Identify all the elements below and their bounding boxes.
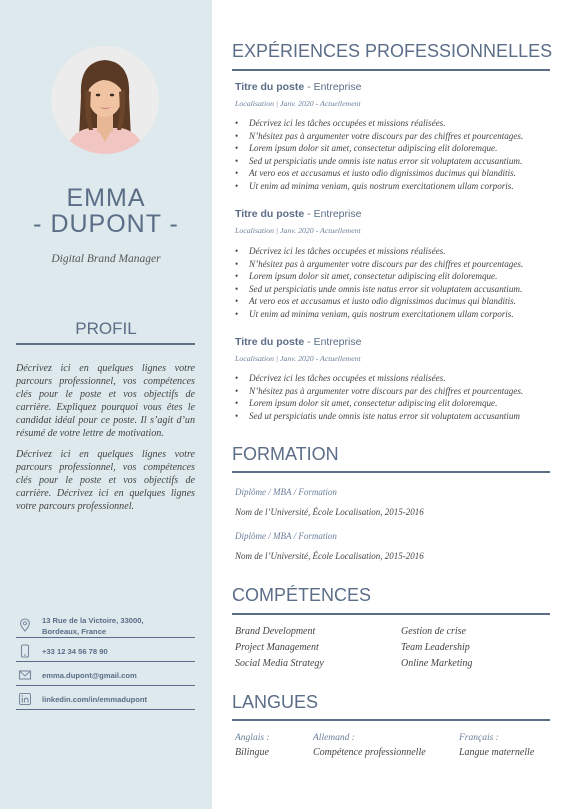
job-company: - Entreprise: [304, 208, 362, 220]
job-position: Titre du poste: [235, 81, 305, 93]
profil-paragraph: Décrivez ici en quelques lignes votre parcours professionnel, vos compétences clés pour le poste et vos objectifs de carrière. Décrivez ici en quelques lignes votre parcours professionnel.: [16, 449, 195, 512]
list-item: • Lorem ipsum dolor sit amet, consectetur adipiscing elit doloremque.: [235, 142, 553, 155]
education-school: Nom de l’Université, École Localisation, 2015-2016: [235, 551, 424, 561]
profil-paragraph: Décrivez ici en quelques lignes votre parcours professionnel, vos compétences clés pour le poste et vos objectifs de carrière. Expliquez pourquoi vous êtes le candidat idéal pour ce poste. Il s’agit d’un résumé de votre lettre de motivation.: [16, 363, 195, 439]
skill-item: Team Leadership: [401, 642, 470, 653]
skill-item: Gestion de crise: [401, 626, 466, 637]
sidebar: [0, 0, 212, 809]
skill-item: Social Media Strategy: [235, 658, 324, 669]
phone-icon: [18, 644, 32, 658]
list-item: • N’hésitez pas à argumenter votre discours par des chiffres et pourcentages.: [235, 385, 553, 398]
last-name: - DUPONT -: [33, 210, 179, 238]
education-diploma: Diplôme / MBA / Formation: [235, 531, 337, 541]
first-name: EMMA: [66, 184, 146, 212]
job-position: Titre du poste: [235, 208, 305, 220]
phone-number[interactable]: +33 12 34 56 78 90: [42, 647, 108, 656]
job-position: Titre du poste: [235, 336, 305, 348]
language-level: Bilingue: [235, 747, 269, 758]
job-bullets: [235, 117, 553, 193]
job-title: [235, 208, 361, 220]
formation-divider: [232, 471, 550, 473]
experience-heading: EXPÉRIENCES PROFESSIONNELLES: [232, 41, 553, 61]
education-school: Nom de l’Université, École Localisation, 2015-2016: [235, 507, 424, 517]
language-level: Langue maternelle: [459, 747, 535, 758]
list-item: • Ut enim ad minima veniam, quis nostrum exercitationem ullam corporis.: [235, 180, 553, 193]
profil-heading: PROFIL: [75, 319, 137, 338]
list-item: • Décrivez ici les tâches occupées et missions réalisées.: [235, 117, 553, 130]
list-item: • At vero eos et accusamus et iusto odio dignissimos ducimus qui blanditis.: [235, 167, 553, 180]
job-role: Digital Brand Manager: [51, 253, 161, 265]
envelope-icon: [18, 668, 32, 682]
contact-divider: [16, 685, 195, 686]
job-title: [235, 81, 361, 93]
contact-divider: [16, 661, 195, 662]
competences-heading: COMPÉTENCES: [232, 585, 372, 605]
education-diploma: Diplôme / MBA / Formation: [235, 487, 337, 497]
langues-divider: [232, 719, 550, 721]
langues-heading: LANGUES: [232, 692, 319, 712]
experience-divider: [232, 69, 550, 71]
job-bullets: [235, 372, 553, 422]
job-company: - Entreprise: [304, 336, 362, 348]
skill-item: Brand Development: [235, 626, 316, 637]
list-item: • Décrivez ici les tâches occupées et missions réalisées.: [235, 372, 553, 385]
email-address[interactable]: emma.dupont@gmail.com: [42, 671, 137, 680]
linkedin-icon: [18, 692, 32, 706]
list-item: • N’hésitez pas à argumenter votre discours par des chiffres et pourcentages.: [235, 258, 553, 271]
list-item: • Ut enim ad minima veniam, quis nostrum exercitationem ullam corporis.: [235, 308, 553, 321]
job-bullets: [235, 245, 553, 321]
job-title: [235, 336, 361, 348]
profil-divider: [16, 343, 195, 345]
skill-item: Project Management: [235, 642, 319, 653]
list-item: • Lorem ipsum dolor sit amet, consectetur adipiscing elit doloremque.: [235, 397, 553, 410]
list-item: • At vero eos et accusamus et iusto odio dignissimos ducimus qui blanditis.: [235, 295, 553, 308]
job-location: Localisation | Janv. 2020 - Actuellement: [235, 226, 361, 235]
formation-heading: FORMATION: [232, 444, 339, 464]
language-name: Français :: [459, 733, 499, 743]
map-pin-icon: [18, 618, 32, 632]
language-level: Compétence professionnelle: [313, 747, 426, 758]
competences-divider: [232, 613, 550, 615]
profile-photo: [51, 46, 159, 154]
skill-item: Online Marketing: [401, 658, 473, 669]
contact-divider: [16, 637, 195, 638]
list-item: • Sed ut perspiciatis unde omnis iste natus error sit voluptatem accusantium.: [235, 283, 553, 296]
list-item: • Sed ut perspiciatis unde omnis iste natus error sit voluptatem accusantium.: [235, 155, 553, 168]
address-line-1: 13 Rue de la Victoire, 33000,: [42, 616, 144, 625]
contact-divider: [16, 709, 195, 710]
list-item: • Sed ut perspiciatis unde omnis iste natus error sit voluptatem accusantium: [235, 410, 553, 423]
language-name: Allemand :: [313, 733, 355, 743]
job-location: Localisation | Janv. 2020 - Actuellement: [235, 354, 361, 363]
address-line-2: Bordeaux, France: [42, 627, 107, 636]
list-item: • N’hésitez pas à argumenter votre discours par des chiffres et pourcentages.: [235, 130, 553, 143]
list-item: • Lorem ipsum dolor sit amet, consectetur adipiscing elit doloremque.: [235, 270, 553, 283]
language-name: Anglais :: [235, 733, 270, 743]
job-company: - Entreprise: [304, 81, 362, 93]
list-item: • Décrivez ici les tâches occupées et missions réalisées.: [235, 245, 553, 258]
linkedin-url[interactable]: linkedin.com/in/emmadupont: [42, 695, 148, 704]
job-location: Localisation | Janv. 2020 - Actuellement: [235, 99, 361, 108]
